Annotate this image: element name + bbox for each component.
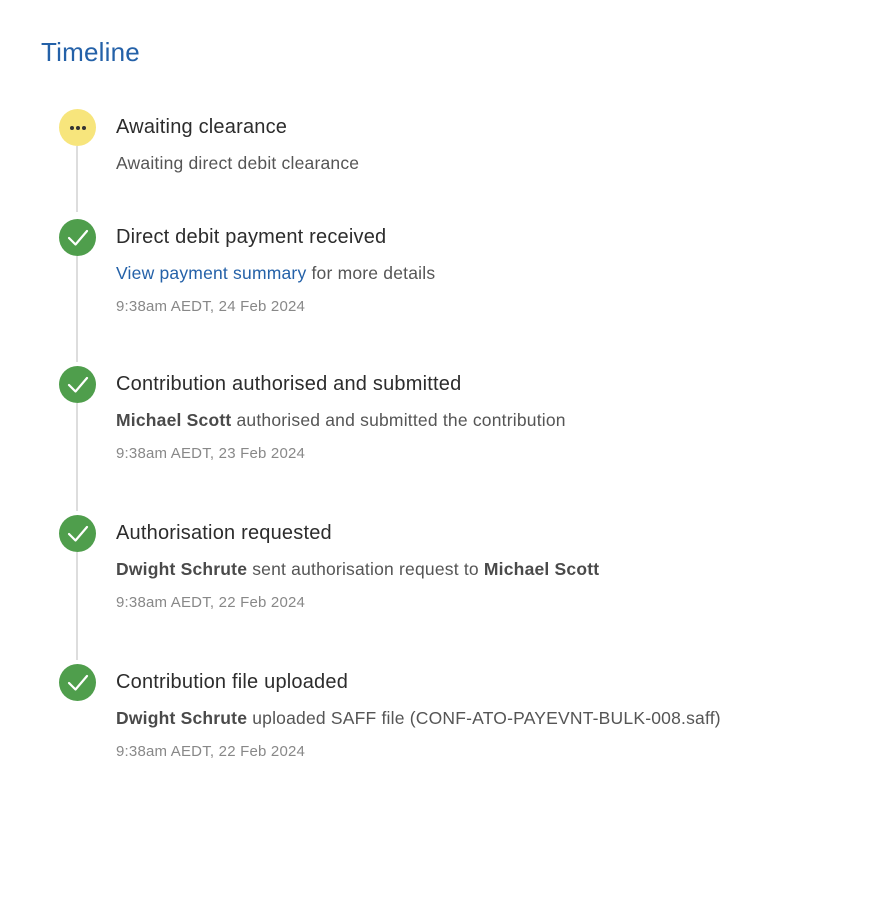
timeline-connector	[76, 256, 78, 362]
event-description-text: for more details	[306, 263, 436, 283]
checkmark-icon	[67, 674, 89, 692]
event-title: Contribution authorised and submitted	[116, 373, 462, 395]
checkmark-icon	[67, 376, 89, 394]
status-marker-complete	[59, 366, 96, 403]
event-timestamp: 9:38am AEDT, 23 Feb 2024	[116, 445, 306, 462]
timeline-connector	[76, 552, 78, 660]
status-marker-complete	[59, 515, 96, 552]
event-title: Awaiting clearance	[116, 116, 288, 138]
status-marker-complete	[59, 219, 96, 256]
event-actor: Dwight Schrute	[116, 708, 248, 728]
ellipsis-icon	[68, 125, 88, 131]
event-actor: Michael Scott	[116, 410, 232, 430]
event-title: Authorisation requested	[116, 522, 332, 544]
event-description	[116, 408, 566, 432]
event-description-text: uploaded SAFF file (CONF-ATO-PAYEVNT-BULK-008.saff)	[247, 708, 721, 728]
event-description-text: sent authorisation request to	[247, 559, 484, 579]
status-marker-complete	[59, 664, 96, 701]
event-title: Direct debit payment received	[116, 226, 387, 248]
event-description: Awaiting direct debit clearance	[116, 153, 360, 173]
event-timestamp: 9:38am AEDT, 22 Feb 2024	[116, 594, 306, 611]
timeline-connector	[76, 403, 78, 511]
event-title: Contribution file uploaded	[116, 671, 349, 693]
event-actor: Dwight Schrute	[116, 559, 248, 579]
checkmark-icon	[67, 229, 89, 247]
event-timestamp: 9:38am AEDT, 24 Feb 2024	[116, 298, 306, 315]
page-title: Timeline	[41, 37, 140, 67]
event-description	[116, 706, 721, 730]
event-description	[116, 557, 599, 581]
event-description	[116, 261, 435, 285]
checkmark-icon	[67, 525, 89, 543]
event-timestamp: 9:38am AEDT, 22 Feb 2024	[116, 743, 306, 760]
status-marker-pending	[59, 109, 96, 146]
event-target: Michael Scott	[483, 559, 600, 579]
event-description-text: authorised and submitted the contribution	[231, 410, 566, 430]
timeline-connector	[76, 146, 78, 212]
view-payment-summary-link[interactable]: View payment summary	[116, 263, 307, 283]
